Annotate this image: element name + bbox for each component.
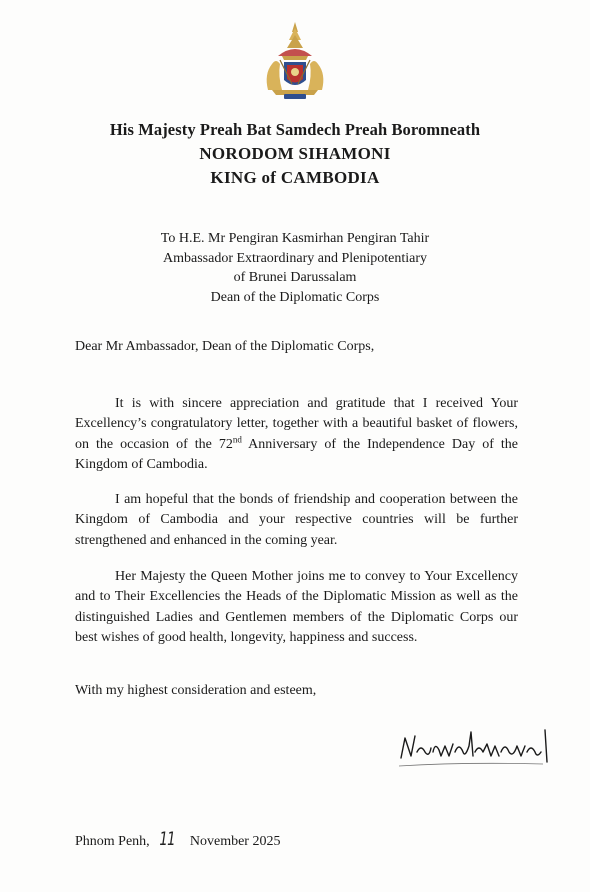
body-paragraph-1: [75, 394, 518, 475]
royal-crest-icon: [260, 22, 330, 102]
place: Phnom Penh,: [75, 834, 150, 849]
addressee-title: Ambassador Extraordinary and Plenipotentiary: [163, 250, 427, 266]
sender-title: His Majesty Preah Bat Samdech Preah Boromneath: [109, 120, 481, 139]
body-paragraph-2: I am hopeful that the bonds of friendship and cooperation between the Kingdom of Cambodia and your respective countries will be further strengthened and enhanced in the coming year.: [75, 492, 518, 548]
signature-icon: [395, 722, 555, 772]
letter-header: [0, 118, 590, 190]
addressee-block: [0, 229, 590, 307]
addressee-name: To H.E. Mr Pengiran Kasmirhan Pengiran Tahir: [160, 231, 430, 246]
month-year: November 2025: [189, 834, 281, 849]
closing-line: With my highest consideration and esteem,: [75, 683, 317, 698]
ordinal-suffix: nd: [232, 433, 242, 444]
sender-office: KING of CAMBODIA: [210, 168, 380, 187]
addressee-country: of Brunei Darussalam: [233, 270, 357, 286]
body-paragraph-3: Her Majesty the Queen Mother joins me to convey to Your Excellency and to Their Excellencies the Heads of the Diplomatic Mission as well as the distinguished Ladies and Gentlemen members of the Diplomatic Corps our best wishes of good health, longevity, happiness and success.: [75, 569, 518, 645]
addressee-role: Dean of the Diplomatic Corps: [210, 289, 380, 305]
body-paragraph-1-text-end: Anniversary of the Independence Day of the Kingdom of Cambodia.: [75, 436, 518, 472]
body-paragraph-1-text: It is with sincere appreciation and gratitude that I received Your Excellency’s congratulatory letter, together with a beautiful basket of flowers, on the occasion of the 72: [75, 396, 518, 452]
handwritten-day: 11: [159, 828, 175, 850]
salutation: Dear Mr Ambassador, Dean of the Diplomatic Corps,: [75, 339, 375, 354]
sender-name: NORODOM SIHAMONI: [199, 144, 391, 163]
place-date-line: [75, 828, 280, 853]
